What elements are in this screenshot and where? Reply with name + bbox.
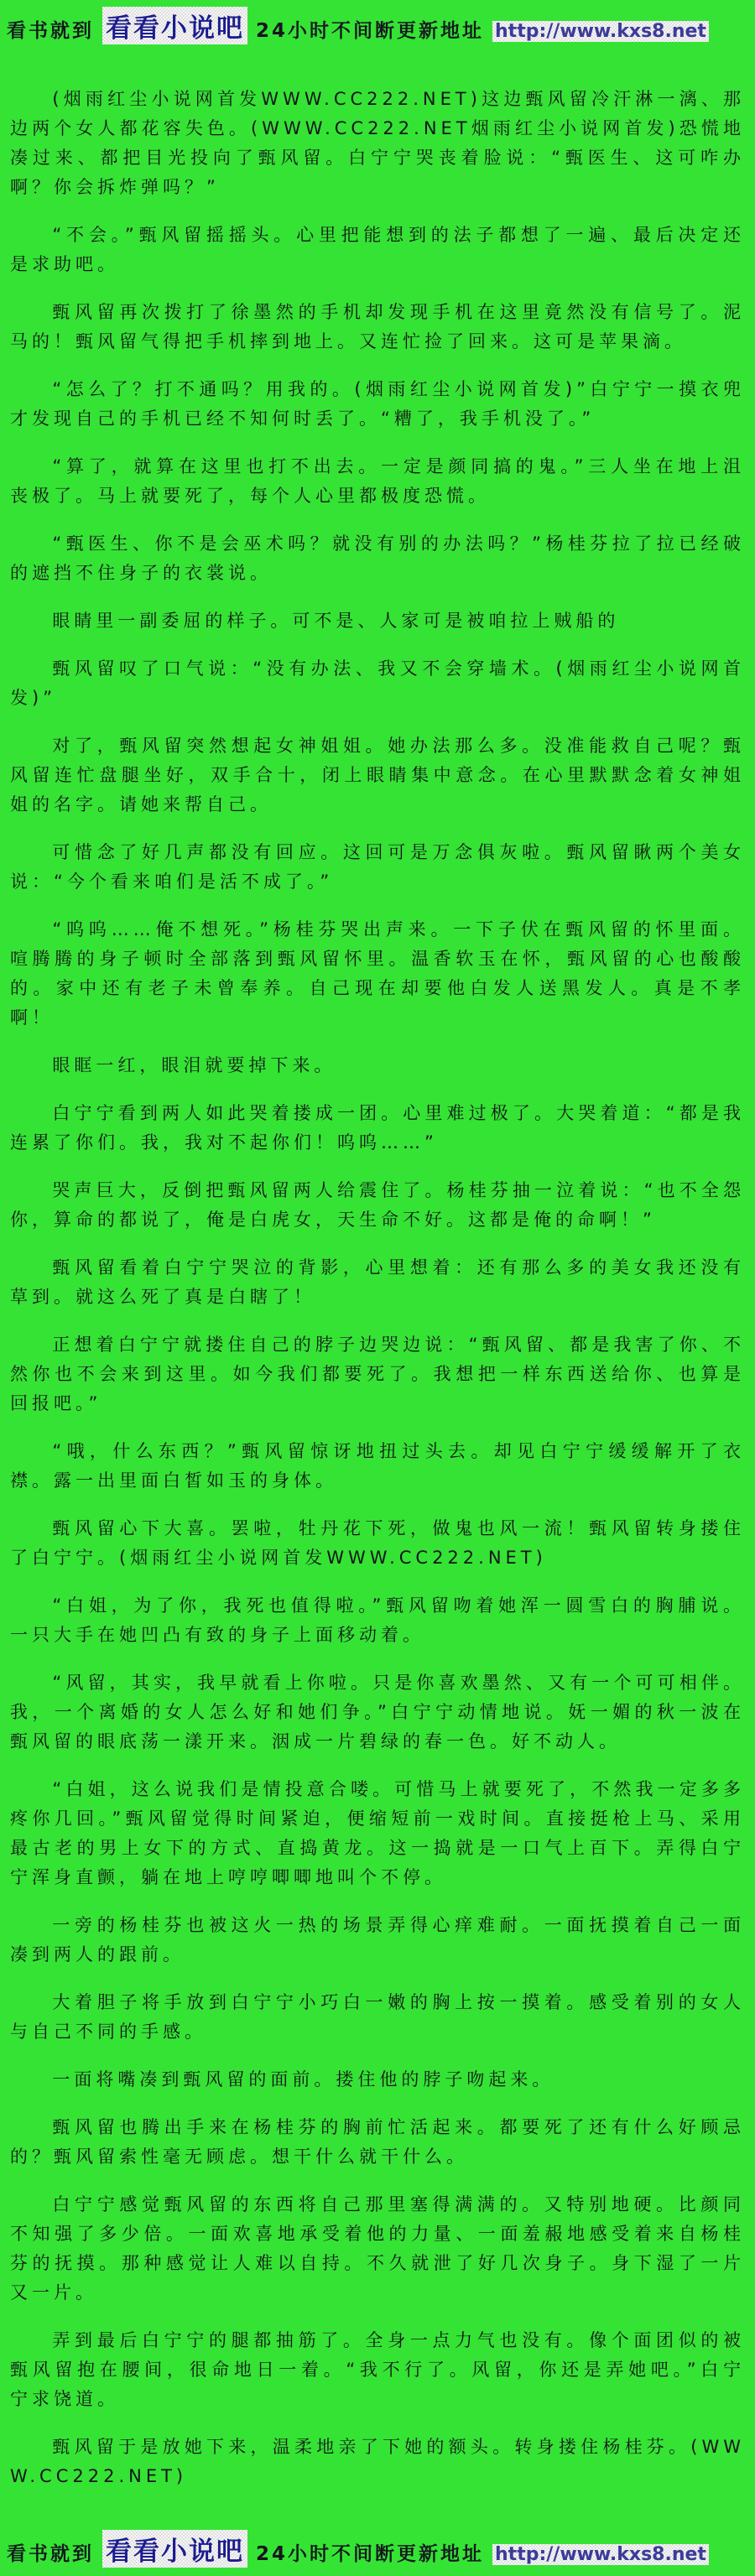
novel-paragraph: “算了，就算在这里也打不出去。一定是颜同搞的鬼。”三人坐在地上沮丧极了。马上就要死了，每个人心里都极度恐慌。 [10,456,745,506]
header-site-name-link[interactable]: 看看小说吧 [102,7,247,44]
header-band [7,7,748,44]
novel-paragraph: 正想着白宁宁就搂住自己的脖子边哭边说：“甄风留、都是我害了你、不然你也不会来到这里。如今我们都要死了。我想把一样东西送给你、也算是回报吧。” [10,1335,745,1413]
novel-content [7,85,748,2491]
novel-paragraph: 可惜念了好几声都没有回应。这回可是万念俱灰啦。甄风留瞅两个美女说：“今个看来咱们是活不成了。” [10,842,745,892]
novel-paragraph: 对了，甄风留突然想起女神姐姐。她办法那么多。没准能救自己呢？甄风留连忙盘腿坐好，双手合十，闭上眼睛集中意念。在心里默默念着女神姐姐的名字。请她来帮自己。 [10,736,745,814]
footer-tagline-text: 24小时不间断更新地址 [256,2543,485,2565]
novel-paragraph: 大着胆子将手放到白宁宁小巧白一嫩的胸上按一摸着。感受着别的女人与自己不同的手感。 [10,1992,745,2042]
footer-band [7,2530,748,2568]
novel-paragraph: 甄风留也腾出手来在杨桂芬的胸前忙活起来。都要死了还有什么好顾忌的？甄风留索性毫无顾虑。想干什么就干什么。 [10,2117,745,2167]
novel-paragraph: 甄风留看着白宁宁哭泣的背影，心里想着：还有那么多的美女我还没有草到。就这么死了真是白瞎了！ [10,1257,745,1307]
novel-paragraph: (烟雨红尘小说网首发WWW.CC222.NET)这边甄风留冷汗淋一漓、那边两个女人都花容失色。(WWW.CC222.NET烟雨红尘小说网首发)恐慌地凑过来、都把目光投向了甄风留。白宁宁哭丧着脸说：“甄医生、这可咋办啊？你会拆炸弹吗？” [10,89,745,197]
novel-paragraph: 白宁宁感觉甄风留的东西将自己那里塞得满满的。又特别地硬。比颜同不知强了多少倍。一面欢喜地承受着他的力量、一面羞赧地感受着来自杨桂芬的抚摸。那种感觉让人难以自持。不久就泄了好几次身子。身下湿了一片又一片。 [10,2194,745,2303]
footer-site-name-link[interactable]: 看看小说吧 [102,2530,247,2568]
novel-paragraph: “哦，什么东西？”甄风留惊讶地扭过头去。却见白宁宁缓缓解开了衣襟。露一出里面白皙如玉的身体。 [10,1441,745,1491]
novel-paragraph: “白姐，为了你，我死也值得啦。”甄风留吻着她浑一圆雪白的胸脯说。一只大手在她凹凸有致的身子上面移动着。 [10,1595,745,1645]
novel-paragraph: “不会。”甄风留摇摇头。心里把能想到的法子都想了一遍、最后决定还是求助吧。 [10,225,745,274]
novel-paragraph: “甄医生、你不是会巫术吗？就没有别的办法吗？”杨桂芬拉了拉已经破的遮挡不住身子的衣裳说。 [10,533,745,583]
novel-paragraph: 弄到最后白宁宁的腿都抽筋了。全身一点力气也没有。像个面团似的被甄风留抱在腰间，很命地日一着。“我不行了。风留，你还是弄她吧。”白宁宁求饶道。 [10,2330,745,2409]
header-site-url-link[interactable]: http://www.kxs8.net [492,21,709,42]
novel-paragraph: 甄风留再次拨打了徐墨然的手机却发现手机在这里竟然没有信号了。泥马的！甄风留气得把手机摔到地上。又连忙捡了回来。这可是苹果滴。 [10,302,745,351]
header-tagline-text: 24小时不间断更新地址 [256,20,485,42]
novel-paragraph: 一旁的杨桂芬也被这火一热的场景弄得心痒难耐。一面抚摸着自己一面凑到两人的跟前。 [10,1915,745,1965]
novel-paragraph: 哭声巨大，反倒把甄风留两人给震住了。杨桂芬抽一泣着说：“也不全怨你，算命的都说了，俺是白虎女，天生命不好。这都是俺的命啊！” [10,1180,745,1230]
novel-paragraph: 甄风留于是放她下来，温柔地亲了下她的额头。转身搂住杨桂芬。(WWW.CC222.NET) [10,2437,745,2486]
novel-paragraph: “呜呜……俺不想死。”杨桂芬哭出声来。一下子伏在甄风留的怀里面。喧腾腾的身子顿时全部落到甄风留怀里。温香软玉在怀，甄风留的心也酸酸的。家中还有老子未曾奉养。自己现在却要他白发人送黑发人。真是不孝啊！ [10,919,745,1028]
novel-paragraph: “风留，其实，我早就看上你啦。只是你喜欢墨然、又有一个可可相伴。我，一个离婚的女人怎么好和她们争。”白宁宁动情地说。妩一媚的秋一波在甄风留的眼底荡一漾开来。洇成一片碧绿的春一色。好不动人。 [10,1673,745,1751]
novel-paragraph: “白姐，这么说我们是情投意合喽。可惜马上就要死了，不然我一定多多疼你几回。”甄风留觉得时间紧迫，便缩短前一戏时间。直接挺枪上马、采用最古老的男上女下的方式、直捣黄龙。这一捣就是一口气上百下。弄得白宁宁浑身直颤，躺在地上哼哼唧唧地叫个不停。 [10,1779,745,1887]
novel-paragraph: 眼眶一红，眼泪就要掉下来。 [52,1055,336,1075]
novel-paragraph: 眼睛里一副委屈的样子。可不是、人家可是被咱拉上贼船的 [52,611,620,631]
novel-paragraph: 一面将嘴凑到甄风留的面前。搂住他的脖子吻起来。 [52,2069,555,2089]
novel-paragraph: “怎么了？打不通吗？用我的。(烟雨红尘小说网首发)”白宁宁一摸衣兜才发现自己的手机已经不知何时丢了。“糟了，我手机没了。” [10,379,745,429]
novel-paragraph: 白宁宁看到两人如此哭着搂成一团。心里难过极了。大哭着道：“都是我连累了你们。我，我对不起你们！呜呜……” [10,1103,745,1153]
footer-site-url-link[interactable]: http://www.kxs8.net [492,2544,709,2565]
header-prefix-text: 看书就到 [7,20,94,42]
novel-paragraph: 甄风留心下大喜。罢啦，牡丹花下死，做鬼也风一流！甄风留转身搂住了白宁宁。(烟雨红尘小说网首发WWW.CC222.NET) [10,1518,745,1568]
novel-paragraph: 甄风留叹了口气说：“没有办法、我又不会穿墙术。(烟雨红尘小说网首发)” [10,658,745,708]
footer-prefix-text: 看书就到 [7,2543,94,2565]
